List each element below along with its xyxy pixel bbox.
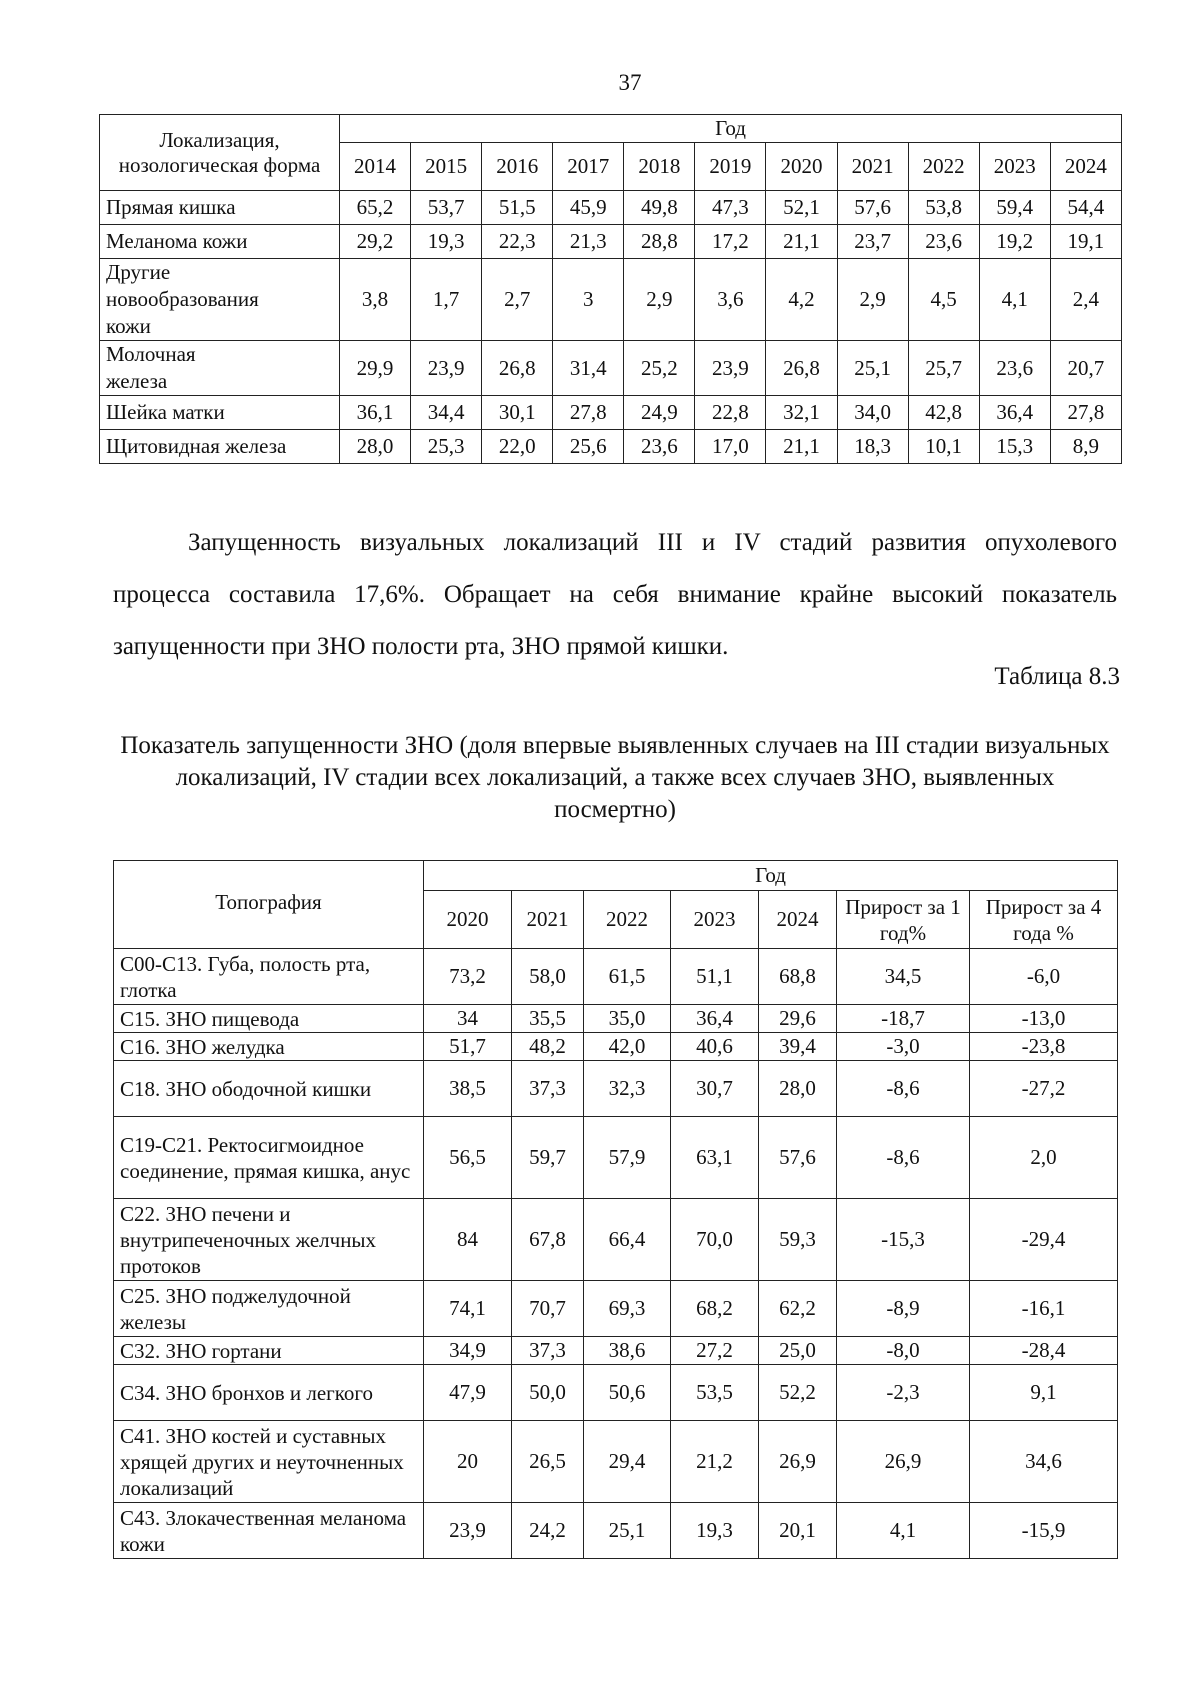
table-cell: 57,6 xyxy=(759,1117,837,1199)
table-cell: 29,2 xyxy=(340,225,411,259)
localization-table xyxy=(99,114,1122,464)
neglect-indicator-table xyxy=(113,860,1118,1559)
table-cell: 2,7 xyxy=(482,259,553,341)
table-cell: -8,6 xyxy=(837,1061,970,1117)
table-cell: 37,3 xyxy=(512,1061,584,1117)
table-cell: 3 xyxy=(553,259,624,341)
table-row xyxy=(114,1005,1118,1033)
row-label: C43. Злокачественная меланома кожи xyxy=(114,1503,424,1559)
table-cell: 2,9 xyxy=(837,259,908,341)
table-cell: 18,3 xyxy=(837,430,908,464)
table-cell: -3,0 xyxy=(837,1033,970,1061)
table-cell: 38,5 xyxy=(424,1061,512,1117)
table-cell: 34,6 xyxy=(970,1421,1118,1503)
table-cell: 42,0 xyxy=(584,1033,671,1061)
table-cell: 23,9 xyxy=(695,341,766,396)
table-cell: 59,3 xyxy=(759,1199,837,1281)
table-cell: 17,2 xyxy=(695,225,766,259)
table-cell: 53,8 xyxy=(908,191,979,225)
table-cell: 54,4 xyxy=(1050,191,1121,225)
row-label: C15. ЗНО пищевода xyxy=(114,1005,424,1033)
table2-growth1-header: Прирост за 1 год% xyxy=(837,891,970,949)
table-cell: 22,0 xyxy=(482,430,553,464)
table-row xyxy=(114,1365,1118,1421)
table-cell: 25,3 xyxy=(411,430,482,464)
table-cell: 23,9 xyxy=(424,1503,512,1559)
table-cell: 61,5 xyxy=(584,949,671,1005)
table-cell: 4,5 xyxy=(908,259,979,341)
table-cell: 25,0 xyxy=(759,1337,837,1365)
table-row xyxy=(100,341,1122,396)
table2-year-header: 2022 xyxy=(584,891,671,949)
table-row xyxy=(100,225,1122,259)
table-cell: 53,5 xyxy=(671,1365,759,1421)
table-cell: 45,9 xyxy=(553,191,624,225)
table-cell: 48,2 xyxy=(512,1033,584,1061)
table-cell: 51,7 xyxy=(424,1033,512,1061)
table-cell: 66,4 xyxy=(584,1199,671,1281)
table-row xyxy=(114,1033,1118,1061)
table-cell: 42,8 xyxy=(908,396,979,430)
table1-year-header: 2014 xyxy=(340,143,411,191)
table-cell: 35,5 xyxy=(512,1005,584,1033)
table-cell: 22,8 xyxy=(695,396,766,430)
table-cell: 51,5 xyxy=(482,191,553,225)
row-label: Молочная железа xyxy=(100,341,340,396)
table-cell: 31,4 xyxy=(553,341,624,396)
table-cell: 27,8 xyxy=(553,396,624,430)
table-row xyxy=(114,949,1118,1005)
table-title: Показатель запущенности ЗНО (доля впервые выявленных случаев на III стадии визуальных локализаций, IV стадии всех локализаций, а также всех случаев ЗНО, выявленных посмертно) xyxy=(120,732,1110,823)
table-cell: 27,8 xyxy=(1050,396,1121,430)
table-cell: 47,3 xyxy=(695,191,766,225)
table-cell: 26,9 xyxy=(759,1421,837,1503)
table-cell: 26,8 xyxy=(766,341,837,396)
row-label: C18. ЗНО ободочной кишки xyxy=(114,1061,424,1117)
row-label: C34. ЗНО бронхов и легкого xyxy=(114,1365,424,1421)
table-cell: 50,6 xyxy=(584,1365,671,1421)
table-cell: 23,7 xyxy=(837,225,908,259)
table-cell: -29,4 xyxy=(970,1199,1118,1281)
table-cell: 23,6 xyxy=(624,430,695,464)
paragraph-text: Запущенность визуальных локализаций III и IV стадий развития опухолевого процесса составила 17,6%. Обращает на себя внимание крайне высокий показатель запущенности при ЗНО полости рта, ЗНО прямой кишки. xyxy=(113,529,1117,660)
table-cell: 10,1 xyxy=(908,430,979,464)
row-label: C32. ЗНО гортани xyxy=(114,1337,424,1365)
table-cell: -27,2 xyxy=(970,1061,1118,1117)
table-cell: 26,8 xyxy=(482,341,553,396)
table-cell: 47,9 xyxy=(424,1365,512,1421)
table-cell: 70,0 xyxy=(671,1199,759,1281)
table-cell: -15,9 xyxy=(970,1503,1118,1559)
table-cell: 26,5 xyxy=(512,1421,584,1503)
table-cell: 23,6 xyxy=(979,341,1050,396)
table-cell: 23,6 xyxy=(908,225,979,259)
table-cell: 24,9 xyxy=(624,396,695,430)
table-cell: 17,0 xyxy=(695,430,766,464)
row-label: Прямая кишка xyxy=(100,191,340,225)
table-row xyxy=(114,1503,1118,1559)
table-row xyxy=(114,1281,1118,1337)
table-cell: 53,7 xyxy=(411,191,482,225)
table-cell: -8,6 xyxy=(837,1117,970,1199)
table-cell: -28,4 xyxy=(970,1337,1118,1365)
table-cell: 9,1 xyxy=(970,1365,1118,1421)
table-cell: 50,0 xyxy=(512,1365,584,1421)
table-cell: 21,1 xyxy=(766,225,837,259)
table-cell: 39,4 xyxy=(759,1033,837,1061)
row-label: C41. ЗНО костей и суставных хрящей других и неуточненных локализаций xyxy=(114,1421,424,1503)
table-cell: 65,2 xyxy=(340,191,411,225)
table-cell: -13,0 xyxy=(970,1005,1118,1033)
table-cell: 40,6 xyxy=(671,1033,759,1061)
table-cell: 28,8 xyxy=(624,225,695,259)
table-cell: 30,7 xyxy=(671,1061,759,1117)
table-cell: -23,8 xyxy=(970,1033,1118,1061)
row-label: C00-C13. Губа, полость рта, глотка xyxy=(114,949,424,1005)
table-cell: 25,7 xyxy=(908,341,979,396)
table-cell: 25,1 xyxy=(837,341,908,396)
table-cell: -8,9 xyxy=(837,1281,970,1337)
table-cell: 34,0 xyxy=(837,396,908,430)
table1-col-header: Локализация, нозологическая форма xyxy=(100,115,340,191)
table-cell: 52,1 xyxy=(766,191,837,225)
table-cell: 34,9 xyxy=(424,1337,512,1365)
table-cell: 2,0 xyxy=(970,1117,1118,1199)
row-label: Щитовидная железа xyxy=(100,430,340,464)
table-row xyxy=(100,430,1122,464)
table-cell: 51,1 xyxy=(671,949,759,1005)
table-row xyxy=(100,259,1122,341)
table-cell: 8,9 xyxy=(1050,430,1121,464)
row-label: C16. ЗНО желудка xyxy=(114,1033,424,1061)
table-cell: 27,2 xyxy=(671,1337,759,1365)
table-cell: 49,8 xyxy=(624,191,695,225)
row-label: Шейка матки xyxy=(100,396,340,430)
table-cell: 3,6 xyxy=(695,259,766,341)
table-cell: 35,0 xyxy=(584,1005,671,1033)
table-cell: 2,4 xyxy=(1050,259,1121,341)
table-cell: 19,3 xyxy=(411,225,482,259)
table1-year-header: 2020 xyxy=(766,143,837,191)
table-cell: 29,9 xyxy=(340,341,411,396)
table-row xyxy=(114,1061,1118,1117)
table2-growth4-header: Прирост за 4 года % xyxy=(970,891,1118,949)
table-row xyxy=(100,191,1122,225)
table-cell: 59,4 xyxy=(979,191,1050,225)
table1-year-header: 2024 xyxy=(1050,143,1121,191)
table-cell: 59,7 xyxy=(512,1117,584,1199)
row-label: C22. ЗНО печени и внутрипеченочных желчных протоков xyxy=(114,1199,424,1281)
table-row xyxy=(114,1117,1118,1199)
table1-year-header: 2016 xyxy=(482,143,553,191)
row-label: Другие новообразования кожи xyxy=(100,259,340,341)
table-cell: 20,7 xyxy=(1050,341,1121,396)
table-cell: 15,3 xyxy=(979,430,1050,464)
table-cell: 36,4 xyxy=(671,1005,759,1033)
table-cell: 68,8 xyxy=(759,949,837,1005)
table2-year-header: 2024 xyxy=(759,891,837,949)
table2-year-header: 2023 xyxy=(671,891,759,949)
table-cell: 52,2 xyxy=(759,1365,837,1421)
table-cell: 19,1 xyxy=(1050,225,1121,259)
table-cell: 4,1 xyxy=(979,259,1050,341)
table-cell: 30,1 xyxy=(482,396,553,430)
table-row xyxy=(114,1421,1118,1503)
table-cell: 19,2 xyxy=(979,225,1050,259)
table-cell: -8,0 xyxy=(837,1337,970,1365)
table-cell: 34,5 xyxy=(837,949,970,1005)
table2-year-header: 2020 xyxy=(424,891,512,949)
table-label: Таблица 8.3 xyxy=(994,663,1120,690)
table-cell: 28,0 xyxy=(759,1061,837,1117)
table1-year-header: 2017 xyxy=(553,143,624,191)
table-cell: 34,4 xyxy=(411,396,482,430)
table-cell: 32,3 xyxy=(584,1061,671,1117)
table-cell: 34 xyxy=(424,1005,512,1033)
table-cell: 29,4 xyxy=(584,1421,671,1503)
table1-year-header: 2023 xyxy=(979,143,1050,191)
table-cell: 20 xyxy=(424,1421,512,1503)
table-cell: 84 xyxy=(424,1199,512,1281)
table-cell: 69,3 xyxy=(584,1281,671,1337)
table-cell: 36,4 xyxy=(979,396,1050,430)
table-cell: 3,8 xyxy=(340,259,411,341)
table-cell: 21,1 xyxy=(766,430,837,464)
table-cell: -2,3 xyxy=(837,1365,970,1421)
table-row xyxy=(114,1337,1118,1365)
table-cell: 58,0 xyxy=(512,949,584,1005)
row-label: Меланома кожи xyxy=(100,225,340,259)
table-cell: 1,7 xyxy=(411,259,482,341)
row-label: C19-C21. Ректосигмоидное соединение, прямая кишка, анус xyxy=(114,1117,424,1199)
table-row xyxy=(114,1199,1118,1281)
table-cell: 68,2 xyxy=(671,1281,759,1337)
table-cell: 25,6 xyxy=(553,430,624,464)
table-cell: 74,1 xyxy=(424,1281,512,1337)
table-cell: 21,2 xyxy=(671,1421,759,1503)
table-cell: 24,2 xyxy=(512,1503,584,1559)
table-cell: 56,5 xyxy=(424,1117,512,1199)
table-cell: 28,0 xyxy=(340,430,411,464)
row-label: C25. ЗНО поджелудочной железы xyxy=(114,1281,424,1337)
table-cell: -6,0 xyxy=(970,949,1118,1005)
table-cell: 19,3 xyxy=(671,1503,759,1559)
table-cell: 36,1 xyxy=(340,396,411,430)
table-cell: 21,3 xyxy=(553,225,624,259)
table-cell: 25,2 xyxy=(624,341,695,396)
table1-year-header: 2021 xyxy=(837,143,908,191)
table-cell: 70,7 xyxy=(512,1281,584,1337)
table-cell: 23,9 xyxy=(411,341,482,396)
table1-year-header: 2015 xyxy=(411,143,482,191)
table-cell: 32,1 xyxy=(766,396,837,430)
table-cell: 67,8 xyxy=(512,1199,584,1281)
table-cell: 57,6 xyxy=(837,191,908,225)
table-cell: 26,9 xyxy=(837,1421,970,1503)
table-row xyxy=(100,396,1122,430)
body-paragraph xyxy=(113,517,1117,673)
table-cell: 4,2 xyxy=(766,259,837,341)
table-cell: 4,1 xyxy=(837,1503,970,1559)
table1-year-header: 2022 xyxy=(908,143,979,191)
table-cell: 57,9 xyxy=(584,1117,671,1199)
table-cell: 37,3 xyxy=(512,1337,584,1365)
table-cell: 73,2 xyxy=(424,949,512,1005)
table2-group-header: Год xyxy=(424,861,1118,891)
table-cell: -18,7 xyxy=(837,1005,970,1033)
table2-year-header: 2021 xyxy=(512,891,584,949)
table-cell: 29,6 xyxy=(759,1005,837,1033)
table2-col-header: Топография xyxy=(114,861,424,949)
table1-year-header: 2019 xyxy=(695,143,766,191)
table-cell: 25,1 xyxy=(584,1503,671,1559)
table1-year-header: 2018 xyxy=(624,143,695,191)
table1-group-header: Год xyxy=(340,115,1122,143)
table-cell: 38,6 xyxy=(584,1337,671,1365)
table-cell: 22,3 xyxy=(482,225,553,259)
page-number: 37 xyxy=(618,70,642,95)
table-cell: -16,1 xyxy=(970,1281,1118,1337)
table-cell: 62,2 xyxy=(759,1281,837,1337)
table-cell: 20,1 xyxy=(759,1503,837,1559)
table-cell: -15,3 xyxy=(837,1199,970,1281)
table-cell: 63,1 xyxy=(671,1117,759,1199)
table-cell: 2,9 xyxy=(624,259,695,341)
